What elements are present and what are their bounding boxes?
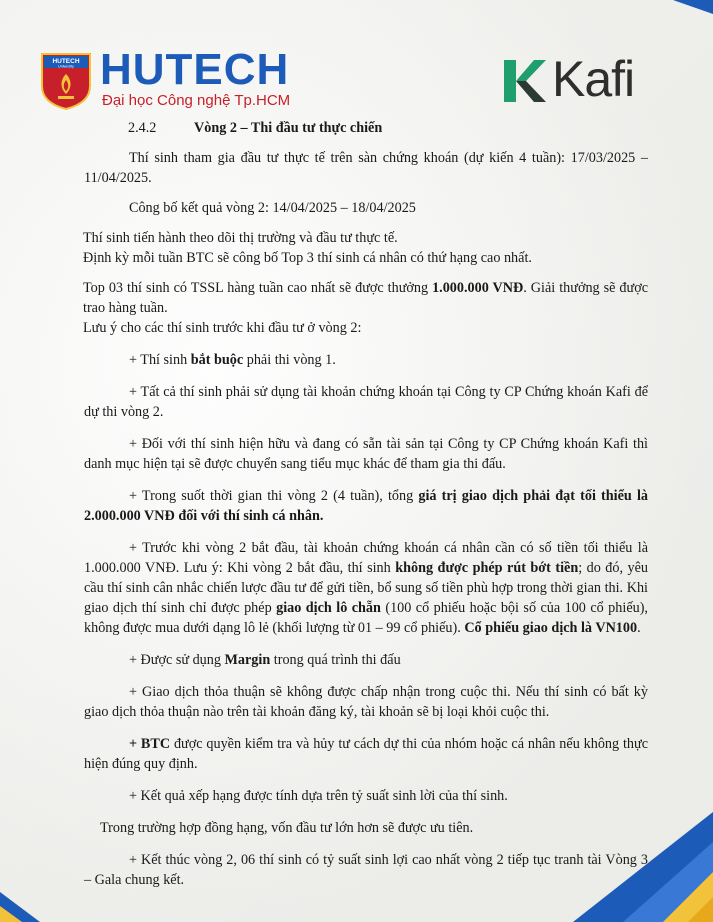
rule-text: phải thi vòng 1. xyxy=(243,352,336,368)
paragraph-follow-market: Thí sinh tiến hành theo dõi thị trường và đầu tư thực tế. xyxy=(83,230,398,246)
rule-text: + Trước khi vòng 2 bắt đầu, tài khoản chứng khoán cá nhân cần có số tiền tối thiểu là 1.000.000 VNĐ. Lưu ý: Khi vòng 2 bắt đầu, thí sinh xyxy=(84,540,648,576)
kafi-name: Kafi xyxy=(552,51,635,107)
rule-bold: Cổ phiếu giao dịch là VN100 xyxy=(464,620,638,636)
rule-bold: + BTC xyxy=(129,736,171,752)
hutech-logo xyxy=(40,45,291,112)
prize-amount: 1.000.000 VNĐ xyxy=(432,280,524,296)
rule-bold: giá trị giao dịch phải đạt tối thiểu là 2.000.000 VNĐ đối với thí sinh cá nhân. xyxy=(84,488,648,524)
rule-item-min-balance xyxy=(84,538,648,638)
rule-item-btc-rights xyxy=(84,734,648,774)
corner-decoration-top-right xyxy=(673,0,713,14)
paragraph-weekly-prize xyxy=(83,278,648,318)
section-heading xyxy=(84,118,648,138)
paragraph-weekly-top3: Định kỳ mỗi tuần BTC sẽ công bố Top 3 thí sinh cá nhân có thứ hạng cao nhất. xyxy=(83,250,532,266)
prize-text: Top 03 thí sinh có TSSL hàng tuần cao nhất sẽ được thưởng xyxy=(83,280,433,296)
rule-item-advance-round3: + Kết thúc vòng 2, 06 thí sinh có tỷ suất sinh lợi cao nhất vòng 2 tiếp tục tranh tài Vòng 3 – Gala chung kết. xyxy=(84,852,648,888)
rule-text: ; do đó, yêu cầu thí sinh cân nhắc chiến lược đầu tư để gửi tiền, bổ sung số tiền phù hợp trong thời gian thi. Khi giao dịch thí sinh chỉ được phép xyxy=(84,560,648,616)
prize-text-end: . Giải thưởng sẽ được trao hàng tuần. xyxy=(83,280,648,316)
rule-text: + Thí sinh xyxy=(129,352,191,368)
rule-item-round1 xyxy=(84,350,648,370)
hutech-name: HUTECH xyxy=(100,45,290,94)
rule-item-kafi-account: + Tất cả thí sinh phải sử dụng tài khoản chứng khoán tại Công ty CP Chứng khoán Kafi để dự thi vòng 2. xyxy=(84,384,648,420)
rule-text: + Trong suốt thời gian thi vòng 2 (4 tuần), tổng xyxy=(129,488,419,504)
section-title: Vòng 2 – Thi đầu tư thực chiến xyxy=(194,120,383,136)
paragraph-notes-intro: Lưu ý cho các thí sinh trước khi đầu tư ở vòng 2: xyxy=(83,320,362,336)
rule-item-negotiated-deals: + Giao dịch thỏa thuận sẽ không được chấp nhận trong cuộc thi. Nếu thí sinh có bất kỳ giao dịch thỏa thuận nào trên tài khoản đăng ký, tài khoản sẽ bị loại khỏi cuộc thi. xyxy=(84,684,648,720)
document-body xyxy=(84,118,648,890)
rule-text: được quyền kiểm tra và hủy tư cách dự thi của nhóm hoặc cá nhân nếu không thực hiện đúng quy định. xyxy=(84,736,648,772)
paragraph-tie-break: Trong trường hợp đồng hạng, vốn đầu tư lớn hơn sẽ được ưu tiên. xyxy=(100,820,474,836)
rule-item-existing-portfolio: + Đối với thí sinh hiện hữu và đang có sẵn tài sản tại Công ty CP Chứng khoán Kafi thì danh mục hiện tại sẽ được chuyển sang tiểu mục khác để tham gia thi đấu. xyxy=(84,436,648,472)
rule-text: trong quá trình thi đấu xyxy=(270,652,401,668)
rule-text: . xyxy=(637,620,641,636)
hutech-shield-icon xyxy=(40,52,92,110)
section-number: 2.4.2 xyxy=(128,120,157,136)
page-header xyxy=(0,0,713,118)
paragraph-schedule: Thí sinh tham gia đầu tư thực tế trên sàn chứng khoán (dự kiến 4 tuần): 17/03/2025 – 11/04/2025. xyxy=(84,150,648,186)
rule-text: (100 cổ phiếu hoặc bội số của 100 cổ phiếu), không được mua dưới dạng lô lẻ (khối lượng từ 01 – 99 cổ phiếu). xyxy=(84,600,648,636)
kafi-k-icon xyxy=(502,58,546,104)
rule-text: + Được sử dụng xyxy=(129,652,225,668)
corner-decoration-bottom-right xyxy=(553,812,713,922)
rule-bold: giao dịch lô chẵn xyxy=(276,600,381,616)
hutech-shield-subtext: University xyxy=(58,64,74,69)
paragraph-results-date: Công bố kết quả vòng 2: 14/04/2025 – 18/04/2025 xyxy=(129,200,416,216)
hutech-subtitle: Đại học Công nghệ Tp.HCM xyxy=(102,92,291,109)
rule-bold: Margin xyxy=(224,652,271,668)
rule-item-ranking: + Kết quả xếp hạng được tính dựa trên tỷ suất sinh lời của thí sinh. xyxy=(129,788,508,804)
kafi-logo xyxy=(502,51,672,107)
rule-bold: bắt buộc xyxy=(190,352,244,368)
corner-decoration-bottom-left xyxy=(0,892,40,922)
rules-block xyxy=(83,228,648,338)
rule-bold: không được phép rút bớt tiền xyxy=(395,560,579,576)
rule-item-margin xyxy=(84,650,648,670)
hutech-shield-text: HUTECH xyxy=(52,58,80,65)
rule-item-min-trade-value xyxy=(84,486,648,526)
